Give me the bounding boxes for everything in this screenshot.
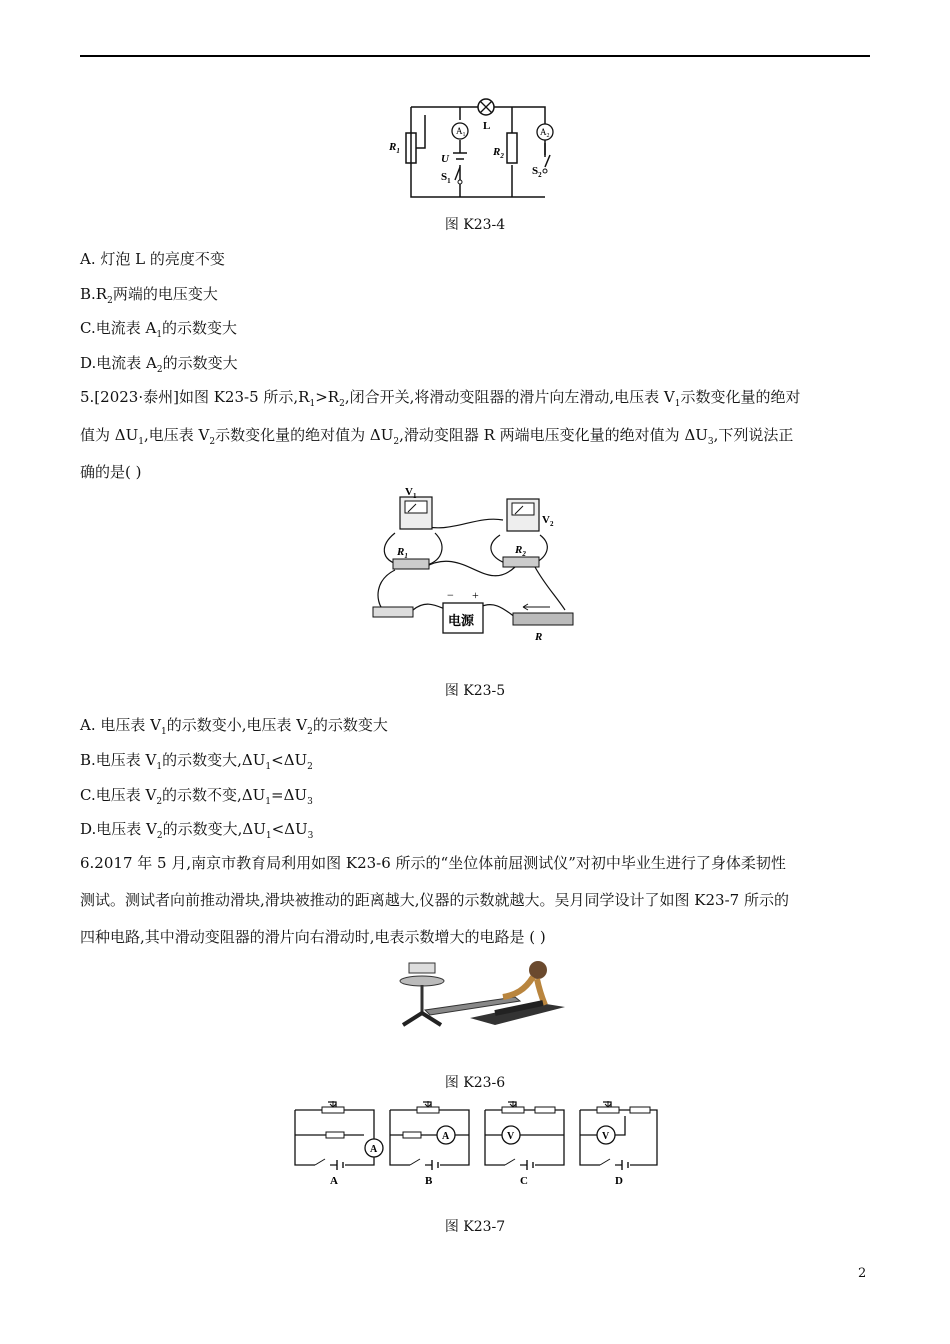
circuit-b-meter: A bbox=[442, 1131, 450, 1142]
fig4-r2-label: $R_2$ bbox=[493, 146, 504, 160]
fig5-minus-label: − bbox=[447, 588, 454, 602]
fig5-v1-label: $V_1$ bbox=[405, 486, 417, 500]
fig5-power-source-label: 电源 bbox=[448, 613, 475, 628]
fig4-caption: 图 K23-4 bbox=[444, 217, 506, 233]
circuit-c-label: C bbox=[520, 1175, 528, 1187]
page-number: 2 bbox=[858, 1266, 867, 1281]
q4-option-b: $B.R_2$两端的电压变大 bbox=[80, 285, 218, 306]
circuit-d bbox=[580, 1101, 657, 1187]
apparatus-figure-k23-5 bbox=[365, 485, 590, 650]
fig4-s1-label: $S_1$ bbox=[441, 171, 451, 185]
q5-option-b: B.电压表 $V_1$的示数变大$,\Delta U_1<\Delta U_2$ bbox=[80, 751, 313, 772]
fig4-l-label: L bbox=[483, 120, 491, 132]
circuit-d-label: D bbox=[615, 1175, 623, 1187]
four-circuits-figure-k23-7 bbox=[290, 1098, 660, 1190]
circuit-c bbox=[485, 1101, 564, 1187]
q5-stem-line1: 5.[2023·泰州]如图 K23-5 所示$,R_1>R_2$,闭合开关,将滑动变阻器的滑片向左滑动,电压表 $V_1$示数变化量的绝对 bbox=[80, 388, 801, 409]
circuit-b bbox=[390, 1101, 469, 1187]
circuit-a-label: A bbox=[330, 1175, 338, 1187]
q6-stem-line3: 四种电路,其中滑动变阻器的滑片向右滑动时,电表示数增大的电路是 ( ) bbox=[80, 928, 546, 946]
fig4-r1-label: $R_1$ bbox=[389, 141, 400, 155]
q4-option-d: D.电流表 $A_2$的示数变大 bbox=[80, 354, 238, 375]
q5-stem-line3: 确的是( ) bbox=[80, 463, 142, 481]
fig5-r-label: R bbox=[535, 631, 543, 643]
fig4-u-label: U bbox=[441, 153, 449, 165]
q5-option-d: D.电压表 $V_2$的示数变大$,\Delta U_1<\Delta U_3$ bbox=[80, 820, 314, 841]
fig7-caption: 图 K23-7 bbox=[444, 1219, 506, 1235]
fig5-caption: 图 K23-5 bbox=[444, 683, 506, 699]
circuit-c-meter: V bbox=[507, 1131, 515, 1142]
fig5-r1-label: $R_1$ bbox=[397, 546, 408, 560]
circuit-b-label: B bbox=[425, 1175, 433, 1187]
fig5-v2-label: $V_2$ bbox=[542, 514, 554, 528]
q5-option-a: A. 电压表 $V_1$的示数变小,电压表 $V_2$的示数变大 bbox=[80, 716, 388, 737]
fig6-caption: 图 K23-6 bbox=[444, 1075, 506, 1091]
circuit-d-meter: V bbox=[602, 1131, 610, 1142]
q4-option-a: A. 灯泡 L 的亮度不变 bbox=[80, 250, 225, 268]
q4-option-c: C.电流表 $A_1$的示数变大 bbox=[80, 319, 238, 340]
fig5-plus-label: + bbox=[472, 588, 479, 602]
q6-stem-line2: 测试。测试者向前推动滑块,滑块被推动的距离越大,仪器的示数就越大。吴月同学设计了如图 K23-7 所示的 bbox=[80, 891, 789, 909]
q6-stem-line1: 6.2017 年 5 月,南京市教育局利用如图 K23-6 所示的“坐位体前屈测试仪”对初中毕业生进行了身体柔韧性 bbox=[80, 854, 786, 872]
q5-stem-line2: 值为 $\Delta U_1$,电压表 $V_2$示数变化量的绝对值为 $\Delta U_2$,滑动变阻器 R 两端电压变化量的绝对值为 $\Delta U_3$,下列说法正 bbox=[80, 426, 794, 447]
fig4-a2-label: $A_2$ bbox=[540, 127, 550, 139]
fig5-r2-label: $R_2$ bbox=[515, 544, 526, 558]
circuit-figure-k23-4 bbox=[385, 95, 565, 205]
fig4-s2-label: $S_2$ bbox=[532, 165, 542, 179]
q5-option-c: C.电压表 $V_2$的示数不变$,\Delta U_1=\Delta U_3$ bbox=[80, 786, 313, 807]
circuit-a-meter: A bbox=[370, 1144, 378, 1155]
flexibility-tester-illustration bbox=[375, 955, 575, 1035]
fig4-a1-label: $A_1$ bbox=[456, 126, 466, 138]
header-rule bbox=[80, 55, 870, 57]
circuit-a bbox=[295, 1101, 383, 1187]
